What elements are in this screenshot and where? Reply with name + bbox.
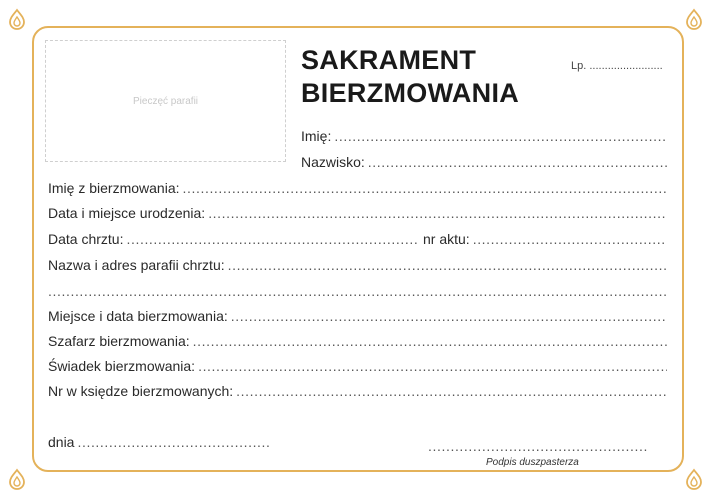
lp-number-field (571, 60, 663, 72)
flame-ornament-icon (6, 8, 28, 30)
fill-line (231, 306, 667, 326)
fill-line (228, 255, 667, 275)
field-nr-w-ksiedze (48, 381, 667, 401)
fill-line (473, 229, 667, 249)
field-label: Data i miejsce urodzenia: (48, 205, 206, 221)
field-label: Szafarz bierzmowania: (48, 333, 190, 349)
signature-label: Podpis duszpasterza (486, 457, 579, 468)
field-parafia-chrztu-cd (48, 281, 667, 301)
flame-ornament-icon (683, 8, 705, 30)
fill-line (368, 152, 667, 172)
fill-line (334, 126, 667, 146)
field-dnia (48, 432, 270, 452)
field-label: Imię: (301, 128, 332, 144)
field-label: Miejsce i data bierzmowania: (48, 308, 228, 324)
fill-line (236, 381, 667, 401)
flame-ornament-icon (6, 468, 28, 490)
fill-line (208, 203, 667, 223)
field-label: dnia (48, 434, 75, 450)
field-data-chrztu (48, 229, 418, 249)
field-imie (301, 126, 667, 146)
fill-line (77, 432, 270, 452)
field-label: Imię z bierzmowania: (48, 180, 180, 196)
field-szafarz (48, 331, 667, 351)
lp-label: Lp. (571, 60, 587, 72)
field-imie-z-bierzmowania (48, 178, 667, 198)
field-label: Świadek bierzmowania: (48, 358, 196, 374)
fill-line (183, 178, 668, 198)
fill-line (48, 281, 667, 301)
fill-line (193, 331, 667, 351)
field-swiadek (48, 356, 667, 376)
field-label: Nazwa i adres parafii chrztu: (48, 257, 225, 273)
field-miejsce-data-bierzmowania (48, 306, 667, 326)
field-nazwisko (301, 152, 667, 172)
field-label: nr aktu: (423, 231, 470, 247)
document-title (301, 44, 519, 110)
field-label: Data chrztu: (48, 231, 124, 247)
fill-line (198, 356, 667, 376)
title-line-1: SAKRAMENT (301, 45, 477, 75)
field-nr-aktu (423, 229, 667, 249)
field-label: Nr w księdze bierzmowanych: (48, 383, 234, 399)
fill-line (126, 229, 418, 249)
parish-stamp-area (45, 40, 286, 162)
title-line-2: BIERZMOWANIA (301, 78, 520, 108)
lp-dots: ........................ (589, 60, 663, 72)
field-parafia-chrztu (48, 255, 667, 275)
field-label: Nazwisko: (301, 154, 365, 170)
field-data-miejsce-urodzenia (48, 203, 667, 223)
stamp-label: Pieczęć parafii (132, 95, 199, 107)
flame-ornament-icon (683, 468, 705, 490)
signature-line (428, 436, 648, 456)
